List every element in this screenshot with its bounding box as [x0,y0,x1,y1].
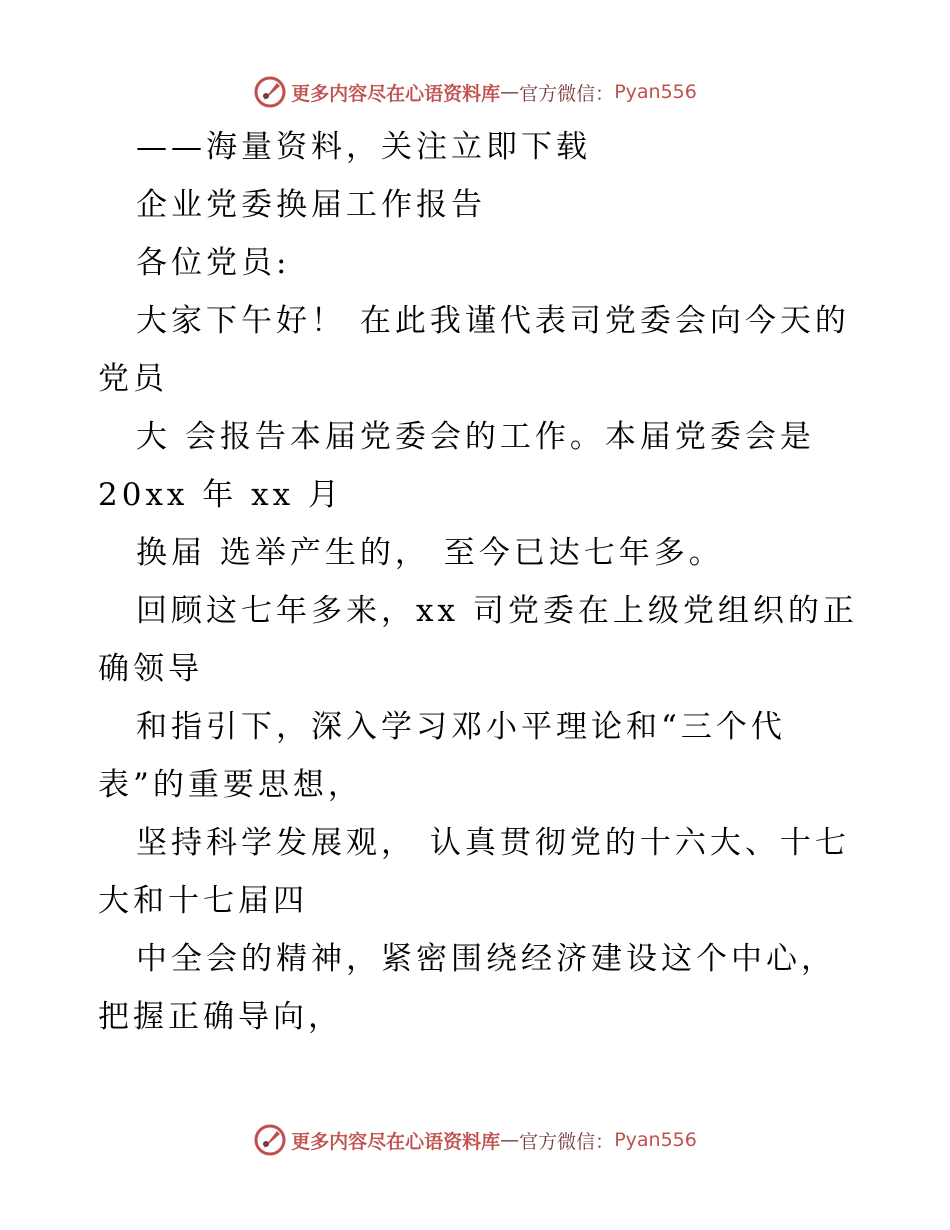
banner-dash: — [500,81,520,103]
banner-wechat-label: 官方微信： [519,1130,615,1153]
banner-brand: 更多内容尽在心语资料库 [291,82,501,105]
paragraph: 坚持科学发展观， 认真贯彻党的十六大、十七大和十七届四 [98,825,850,919]
banner-wechat-label: 官方微信： [519,82,615,105]
document-title: 企业党委换届工作报告 [136,187,486,223]
paragraph: ——海量资料，关注立即下载 [136,129,591,165]
banner-wechat-id: Pyan556 [614,1129,697,1151]
header-banner [0,70,950,114]
paragraph: 中全会的精神，紧密围绕经济建设这个中心，把握正确导向， [98,941,836,1035]
banner-wechat-id: Pyan556 [614,81,697,103]
banner-brand: 更多内容尽在心语资料库 [291,1130,501,1153]
salutation: 各位党员: [136,245,291,281]
quill-logo-icon [253,1123,287,1157]
paragraph: 和指引下，深入学习邓小平理论和“三个代表”的重要思想， [98,709,786,803]
paragraph: 大家下午好！ 在此我谨代表司党委会向今天的党员 [98,303,850,397]
document-body [98,118,858,1046]
paragraph: 回顾这七年多来，xx 司党委在上级党组织的正确领导 [98,593,858,687]
paragraph: 换届 选举产生的， 至今已达七年多。 [136,535,724,571]
paragraph: 大 会报告本届党委会的工作。本届党委会是 20xx 年 xx 月 [98,419,815,513]
footer-banner [0,1118,950,1162]
banner-dash: — [500,1129,520,1151]
quill-logo-icon [253,75,287,109]
